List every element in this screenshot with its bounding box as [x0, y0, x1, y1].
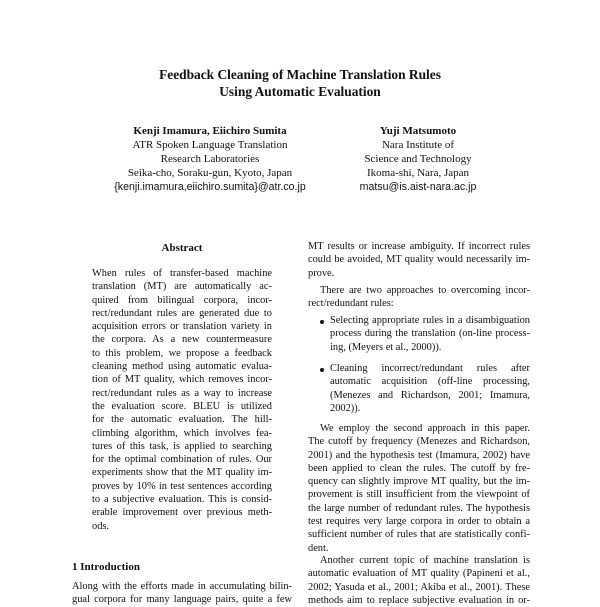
bullet-line: ing, (Meyers et al., 2000)). — [330, 341, 442, 353]
body-line: MT results or increase ambiguity. If incorrect rules — [308, 241, 530, 252]
body-line: automatic evaluation of MT quality (Papineni et al., — [308, 568, 530, 580]
abstract-line: to this problem, we propose a feedback — [92, 347, 272, 359]
body-line: The cutoff by frequency (Menezes and Richardson, — [308, 436, 530, 448]
abstract-line: proves by 10% in test sentences according — [92, 480, 272, 492]
body-line: 2002; Yasuda et al., 2001; Akiba et al., 2001). These — [308, 581, 530, 593]
abstract-line: to a subjective evaluation. This is consid- — [92, 494, 272, 506]
abstract-line: acquisition errors or translation variety in — [92, 321, 272, 333]
body-line: rect/redundant rules: — [308, 298, 394, 310]
right-column-para3 — [308, 422, 530, 555]
bullet-line: 2002)). — [330, 402, 361, 414]
bullet-point-icon — [320, 320, 324, 324]
body-line: the large number of redundant rules. The hypothesis — [308, 502, 530, 514]
abstract-line: cleaning method using automatic evalua- — [92, 361, 272, 373]
body-line: dent. — [308, 542, 329, 554]
abstract-line: quired from bilingual corpora, incor- — [92, 294, 272, 306]
abstract-line: erable improvement over previous meth- — [92, 507, 272, 519]
author-block-left — [90, 124, 330, 194]
right-column-para4 — [308, 554, 530, 607]
introduction-body — [72, 580, 292, 607]
abstract-line: rect/redundant rules are generated due to — [92, 307, 272, 319]
bullet-line: (Menezes and Richardson, 2001; Imamura, — [330, 389, 530, 401]
body-line: 2001) and the hypothesis test (Imamura, 2002) have — [308, 449, 530, 461]
author-names-left: Kenji Imamura, Eiichiro Sumita — [133, 125, 287, 137]
abstract-line: for the optimal combination of rules. Our — [92, 454, 272, 466]
body-line: test requires very large corpora in order to obtain a — [308, 516, 530, 528]
body-line: could be avoided, MT quality would necessarily im- — [308, 254, 530, 266]
right-column-para2 — [308, 284, 530, 311]
bullet-point-icon — [320, 368, 324, 372]
paper-title-line2: Using Automatic Evaluation — [219, 84, 381, 99]
abstract-line: translation (MT) are automatically ac- — [92, 281, 272, 293]
body-line: provement is still insufficient from the viewpoint of — [308, 489, 530, 501]
author-name-right: Yuji Matsumoto — [379, 125, 457, 137]
paper-title-line1: Feedback Cleaning of Machine Translation Rules — [159, 67, 441, 82]
affiliation-left-line1: ATR Spoken Language Translation — [132, 139, 288, 151]
abstract-heading: Abstract — [161, 242, 203, 254]
body-line: methods aim to replace subjective evaluation in or- — [308, 594, 530, 606]
author-block-right — [318, 124, 518, 194]
body-line: We employ the second approach in this paper. — [320, 423, 530, 434]
bullet-line: process during the translation (on-line process- — [330, 328, 530, 340]
body-line: Another current topic of machine translation is — [320, 555, 530, 566]
abstract-line: the corpora. As a new countermeasure — [92, 334, 272, 346]
address-right: Ikoma-shi, Nara, Japan — [366, 167, 470, 179]
address-left: Seika-cho, Soraku-gun, Kyoto, Japan — [127, 167, 293, 179]
body-line: quency can slightly improve MT quality, but the im- — [308, 476, 530, 488]
affiliation-right-line1: Nara Institute of — [381, 139, 455, 151]
abstract-line: ods. — [92, 520, 110, 532]
abstract-line: rect/redundant rules as a way to increase — [92, 387, 272, 399]
right-column-para1 — [308, 240, 530, 280]
abstract-line: climbing algorithm, which involves fea- — [92, 427, 272, 439]
abstract-line: for the automatic evaluation. The hill- — [92, 414, 272, 426]
body-line: sufficient number of rules that are statistically confi- — [308, 529, 530, 541]
body-line: prove. — [308, 267, 335, 279]
bullet-line: automatic acquisition (off-line processing, — [330, 376, 530, 388]
body-line: been applied to clean the rules. The cutoff by fre- — [308, 462, 530, 474]
intro-line: Along with the efforts made in accumulating bilin- — [72, 581, 292, 592]
abstract-line: the evaluation score. BLEU is utilized — [92, 400, 272, 412]
affiliation-right-line2: Science and Technology — [364, 153, 472, 165]
bullet-line: Selecting appropriate rules in a disambiguation — [330, 315, 530, 326]
abstract-line: tures of this task, is applied to searching — [92, 440, 272, 452]
abstract-line: When rules of transfer-based machine — [92, 268, 272, 279]
bullet-item-2 — [330, 362, 530, 415]
email-right: matsu@is.aist-nara.ac.jp — [359, 181, 477, 193]
section-heading-introduction: 1 Introduction — [72, 561, 140, 573]
abstract-body — [92, 267, 272, 533]
bullet-item-1 — [330, 314, 530, 354]
affiliation-left-line2: Research Laboratories — [160, 153, 260, 165]
bullet-line: Cleaning incorrect/redundant rules after — [330, 363, 530, 374]
body-line: There are two approaches to overcoming incor- — [320, 285, 530, 296]
abstract-line: experiments show that the MT quality im- — [92, 467, 272, 479]
intro-line: gual corpora for many language pairs, quite a few — [72, 594, 292, 606]
abstract-line: tion of MT quality, which removes incor- — [92, 374, 272, 386]
email-left: {kenji.imamura,eiichiro.sumita}@atr.co.jp — [114, 181, 306, 193]
